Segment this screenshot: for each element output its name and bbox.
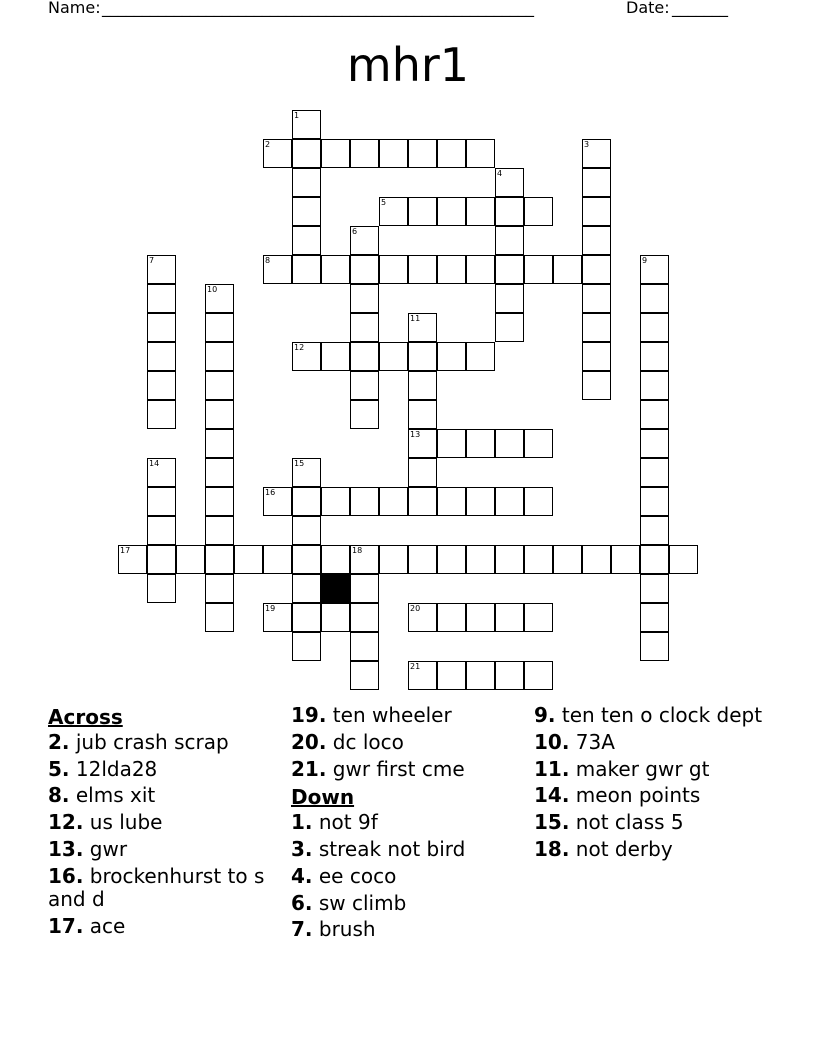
- grid-cell[interactable]: [263, 139, 292, 168]
- grid-cell[interactable]: [205, 516, 234, 545]
- grid-cell[interactable]: [408, 545, 437, 574]
- down-clue-list: [291, 811, 523, 941]
- grid-cell[interactable]: [205, 284, 234, 313]
- clue-number: 4: [497, 169, 503, 178]
- grid-cell[interactable]: [524, 255, 553, 284]
- grid-cell[interactable]: [205, 313, 234, 342]
- grid-cell[interactable]: [466, 197, 495, 226]
- grid-cell[interactable]: [582, 371, 611, 400]
- grid-cell[interactable]: [553, 255, 582, 284]
- down-clue: [534, 704, 766, 727]
- clue-number: 14: [149, 459, 160, 468]
- grid-cell[interactable]: [408, 661, 437, 690]
- clues-column-3: [534, 704, 766, 865]
- grid-cell[interactable]: [292, 255, 321, 284]
- grid-cell[interactable]: [640, 313, 669, 342]
- down-clue: [534, 758, 766, 781]
- clue-number-label: 8.: [48, 783, 70, 808]
- grid-cell[interactable]: [582, 545, 611, 574]
- grid-cell[interactable]: [582, 226, 611, 255]
- grid-cell[interactable]: [437, 197, 466, 226]
- name-label: Name:: [48, 0, 101, 17]
- down-clue: [534, 731, 766, 754]
- grid-cell[interactable]: [640, 632, 669, 661]
- grid-cell[interactable]: [408, 197, 437, 226]
- grid-cell[interactable]: [437, 255, 466, 284]
- across-clue: [48, 838, 280, 861]
- clue-text: 73A: [569, 729, 615, 754]
- grid-cell[interactable]: [321, 139, 350, 168]
- clue-text: not class 5: [569, 810, 684, 835]
- grid-cell[interactable]: [495, 545, 524, 574]
- grid-cell[interactable]: [466, 603, 495, 632]
- across-clue-list: [48, 731, 280, 938]
- across-clue: [48, 731, 280, 754]
- clue-text: brush: [312, 917, 376, 942]
- clue-number: 20: [410, 604, 421, 613]
- clue-number-label: 7.: [291, 917, 313, 942]
- grid-cell[interactable]: [466, 255, 495, 284]
- grid-cell[interactable]: [147, 313, 176, 342]
- grid-cell[interactable]: [524, 545, 553, 574]
- grid-cell[interactable]: [205, 371, 234, 400]
- grid-cell[interactable]: [350, 603, 379, 632]
- clue-number-label: 11.: [534, 756, 570, 781]
- grid-cell[interactable]: [147, 458, 176, 487]
- grid-cell[interactable]: [640, 516, 669, 545]
- grid-cell[interactable]: [408, 429, 437, 458]
- grid-cell[interactable]: [205, 429, 234, 458]
- grid-cell[interactable]: [292, 487, 321, 516]
- clue-number: 17: [120, 546, 131, 555]
- clue-text: sw climb: [312, 890, 407, 915]
- clue-number: 5: [381, 198, 387, 207]
- grid-cell[interactable]: [466, 487, 495, 516]
- grid-cell[interactable]: [408, 603, 437, 632]
- grid-cell[interactable]: [495, 226, 524, 255]
- down-clue: [291, 865, 523, 888]
- clue-number: 19: [265, 604, 276, 613]
- clue-number: 1: [294, 111, 300, 120]
- clue-text: not derby: [569, 836, 673, 861]
- grid-cell[interactable]: [292, 458, 321, 487]
- grid-cell[interactable]: [437, 429, 466, 458]
- clue-number: 9: [642, 256, 648, 265]
- grid-cell[interactable]: [408, 487, 437, 516]
- grid-cell[interactable]: [524, 197, 553, 226]
- clue-number: 7: [149, 256, 155, 265]
- grid-cell[interactable]: [147, 371, 176, 400]
- clue-number-label: 12.: [48, 810, 84, 835]
- grid-cell[interactable]: [292, 197, 321, 226]
- clue-number-label: 13.: [48, 836, 84, 861]
- grid-cell[interactable]: [234, 545, 263, 574]
- across-clue: [48, 784, 280, 807]
- grid-cell[interactable]: [379, 139, 408, 168]
- clue-text: gwr first cme: [326, 756, 465, 781]
- across-clue: [291, 704, 523, 727]
- down-clue: [291, 811, 523, 834]
- across-heading: Across: [48, 705, 123, 729]
- clue-number: 15: [294, 459, 305, 468]
- across-clue: [48, 811, 280, 834]
- grid-cell[interactable]: [350, 313, 379, 342]
- grid-cell[interactable]: [408, 313, 437, 342]
- clue-number-label: 1.: [291, 810, 313, 835]
- grid-cell[interactable]: [379, 197, 408, 226]
- grid-cell[interactable]: [350, 255, 379, 284]
- grid-cell[interactable]: [350, 545, 379, 574]
- clue-text: gwr: [83, 836, 128, 861]
- grid-cell[interactable]: [350, 632, 379, 661]
- grid-cell[interactable]: [379, 487, 408, 516]
- grid-cell[interactable]: [495, 313, 524, 342]
- grid-cell[interactable]: [379, 255, 408, 284]
- grid-cell[interactable]: [582, 168, 611, 197]
- clue-text: ace: [83, 913, 126, 938]
- clue-text: meon points: [569, 783, 701, 808]
- grid-cell[interactable]: [524, 487, 553, 516]
- grid-cell[interactable]: [495, 197, 524, 226]
- clue-number-label: 20.: [291, 729, 327, 754]
- grid-cell[interactable]: [495, 255, 524, 284]
- down-clue: [534, 838, 766, 861]
- grid-cell[interactable]: [292, 545, 321, 574]
- clue-number-label: 6.: [291, 890, 313, 915]
- grid-cell[interactable]: [350, 661, 379, 690]
- clues-column-1: [48, 704, 280, 941]
- clue-number-label: 19.: [291, 703, 327, 727]
- grid-cell[interactable]: [408, 139, 437, 168]
- grid-cell[interactable]: [640, 400, 669, 429]
- grid-cell[interactable]: [205, 574, 234, 603]
- grid-cell[interactable]: [147, 255, 176, 284]
- clue-number-label: 16.: [48, 863, 84, 888]
- grid-cell[interactable]: [176, 545, 205, 574]
- clue-text: elms xit: [69, 783, 156, 808]
- clue-number: 11: [410, 314, 421, 323]
- clue-text: ten wheeler: [326, 703, 452, 727]
- name-field[interactable]: ______________________________________________________: [102, 0, 534, 17]
- clue-text: not 9f: [312, 810, 378, 835]
- clue-text: ten ten o clock dept: [555, 703, 763, 727]
- clue-text: us lube: [83, 810, 163, 835]
- across-clue: [291, 731, 523, 754]
- grid-cell[interactable]: [263, 255, 292, 284]
- clue-number: 2: [265, 140, 271, 149]
- grid-cell[interactable]: [292, 168, 321, 197]
- grid-cell[interactable]: [263, 545, 292, 574]
- grid-cell[interactable]: [350, 574, 379, 603]
- clue-number-label: 5.: [48, 756, 70, 781]
- clue-number-label: 15.: [534, 810, 570, 835]
- down-clue: [291, 892, 523, 915]
- grid-cell[interactable]: [292, 603, 321, 632]
- grid-cell[interactable]: [669, 545, 698, 574]
- grid-cell[interactable]: [292, 110, 321, 139]
- grid-cell[interactable]: [263, 487, 292, 516]
- grid-cell[interactable]: [437, 139, 466, 168]
- down-clue: [534, 811, 766, 834]
- grid-cell[interactable]: [350, 342, 379, 371]
- grid-cell[interactable]: [147, 516, 176, 545]
- grid-cell[interactable]: [205, 603, 234, 632]
- grid-cell[interactable]: [408, 371, 437, 400]
- clue-number-label: 4.: [291, 863, 313, 888]
- grid-cell[interactable]: [495, 168, 524, 197]
- grid-cell[interactable]: [350, 139, 379, 168]
- grid-cell[interactable]: [408, 255, 437, 284]
- down-clue: [534, 784, 766, 807]
- grid-cell[interactable]: [292, 226, 321, 255]
- grid-cell[interactable]: [437, 661, 466, 690]
- clue-number-label: 18.: [534, 836, 570, 861]
- grid-cell[interactable]: [640, 284, 669, 313]
- grid-cell[interactable]: [379, 545, 408, 574]
- grid-cell[interactable]: [466, 661, 495, 690]
- clue-text: brockenhurst to s and d: [48, 863, 265, 911]
- clue-number: 8: [265, 256, 271, 265]
- clue-number: 21: [410, 662, 421, 671]
- grid-cell[interactable]: [408, 342, 437, 371]
- grid-cell[interactable]: [553, 545, 582, 574]
- grid-cell[interactable]: [350, 226, 379, 255]
- clue-number: 6: [352, 227, 358, 236]
- grid-cell[interactable]: [205, 487, 234, 516]
- clue-text: dc loco: [326, 729, 404, 754]
- grid-cell[interactable]: [640, 429, 669, 458]
- grid-cell[interactable]: [466, 545, 495, 574]
- clue-number: 16: [265, 488, 276, 497]
- grid-cell[interactable]: [147, 400, 176, 429]
- grid-cell[interactable]: [321, 255, 350, 284]
- clue-number: 10: [207, 285, 218, 294]
- grid-cell[interactable]: [350, 400, 379, 429]
- across-clue: [48, 915, 280, 938]
- grid-cell[interactable]: [292, 342, 321, 371]
- clues-column-2: [291, 704, 523, 945]
- grid-cell[interactable]: [495, 429, 524, 458]
- grid-cell[interactable]: [582, 139, 611, 168]
- across-clue-list-continued: [291, 704, 523, 781]
- grid-cell[interactable]: [582, 255, 611, 284]
- grid-cell[interactable]: [437, 487, 466, 516]
- grid-cell[interactable]: [640, 342, 669, 371]
- grid-cell[interactable]: [524, 429, 553, 458]
- grid-cell[interactable]: [495, 661, 524, 690]
- grid-cell[interactable]: [147, 487, 176, 516]
- grid-cell[interactable]: [640, 574, 669, 603]
- grid-cell[interactable]: [408, 400, 437, 429]
- grid-cell[interactable]: [147, 284, 176, 313]
- grid-cell[interactable]: [437, 545, 466, 574]
- grid-cell[interactable]: [640, 487, 669, 516]
- grid-cell[interactable]: [205, 458, 234, 487]
- grid-cell[interactable]: [292, 574, 321, 603]
- grid-cell[interactable]: [321, 545, 350, 574]
- clue-number-label: 10.: [534, 729, 570, 754]
- grid-cell[interactable]: [292, 516, 321, 545]
- clue-text: streak not bird: [312, 836, 466, 861]
- puzzle-title: mhr1: [346, 38, 470, 92]
- down-clue: [291, 918, 523, 941]
- clue-text: maker gwr gt: [569, 756, 710, 781]
- grid-cell[interactable]: [205, 545, 234, 574]
- date-label: Date:: [626, 0, 670, 17]
- down-clue: [291, 838, 523, 861]
- grid-cell[interactable]: [640, 371, 669, 400]
- grid-cell[interactable]: [321, 603, 350, 632]
- grid-cell[interactable]: [437, 603, 466, 632]
- grid-cell[interactable]: [321, 342, 350, 371]
- grid-cell[interactable]: [524, 603, 553, 632]
- grid-cell[interactable]: [640, 255, 669, 284]
- grid-cell[interactable]: [582, 313, 611, 342]
- grid-cell[interactable]: [147, 574, 176, 603]
- grid-cell[interactable]: [205, 400, 234, 429]
- clue-number: 12: [294, 343, 305, 352]
- grid-block: [321, 574, 350, 603]
- grid-cell[interactable]: [582, 284, 611, 313]
- grid-cell[interactable]: [147, 545, 176, 574]
- grid-cell[interactable]: [466, 139, 495, 168]
- grid-cell[interactable]: [582, 342, 611, 371]
- clue-number-label: 17.: [48, 913, 84, 938]
- grid-cell[interactable]: [205, 342, 234, 371]
- clue-text: jub crash scrap: [69, 729, 229, 754]
- grid-cell[interactable]: [292, 139, 321, 168]
- clue-number: 3: [584, 140, 590, 149]
- clue-number-label: 9.: [534, 703, 556, 727]
- grid-cell[interactable]: [466, 342, 495, 371]
- grid-cell[interactable]: [495, 603, 524, 632]
- down-heading: Down: [291, 785, 355, 810]
- grid-cell[interactable]: [495, 487, 524, 516]
- grid-cell[interactable]: [350, 487, 379, 516]
- grid-cell[interactable]: [263, 603, 292, 632]
- clue-number-label: 14.: [534, 783, 570, 808]
- grid-cell[interactable]: [292, 632, 321, 661]
- across-clue: [291, 758, 523, 781]
- grid-cell[interactable]: [350, 371, 379, 400]
- clue-number: 13: [410, 430, 421, 439]
- clue-number-label: 2.: [48, 729, 70, 754]
- grid-cell[interactable]: [466, 429, 495, 458]
- across-clue: [48, 758, 280, 781]
- grid-cell[interactable]: [437, 342, 466, 371]
- clue-text: ee coco: [312, 863, 397, 888]
- clue-number: 18: [352, 546, 363, 555]
- clue-number-label: 21.: [291, 756, 327, 781]
- grid-cell[interactable]: [640, 603, 669, 632]
- grid-cell[interactable]: [147, 342, 176, 371]
- grid-cell[interactable]: [524, 661, 553, 690]
- clue-number-label: 3.: [291, 836, 313, 861]
- grid-cell[interactable]: [379, 342, 408, 371]
- grid-cell[interactable]: [495, 284, 524, 313]
- clue-text: 12lda28: [69, 756, 158, 781]
- grid-cell[interactable]: [350, 284, 379, 313]
- grid-cell[interactable]: [408, 458, 437, 487]
- date-field[interactable]: _______: [672, 0, 728, 17]
- across-clue: [48, 865, 280, 911]
- down-clue-list-continued: [534, 704, 766, 861]
- grid-cell[interactable]: [118, 545, 147, 574]
- grid-cell[interactable]: [640, 545, 669, 574]
- grid-cell[interactable]: [611, 545, 640, 574]
- grid-cell[interactable]: [640, 458, 669, 487]
- grid-cell[interactable]: [321, 487, 350, 516]
- grid-cell[interactable]: [582, 197, 611, 226]
